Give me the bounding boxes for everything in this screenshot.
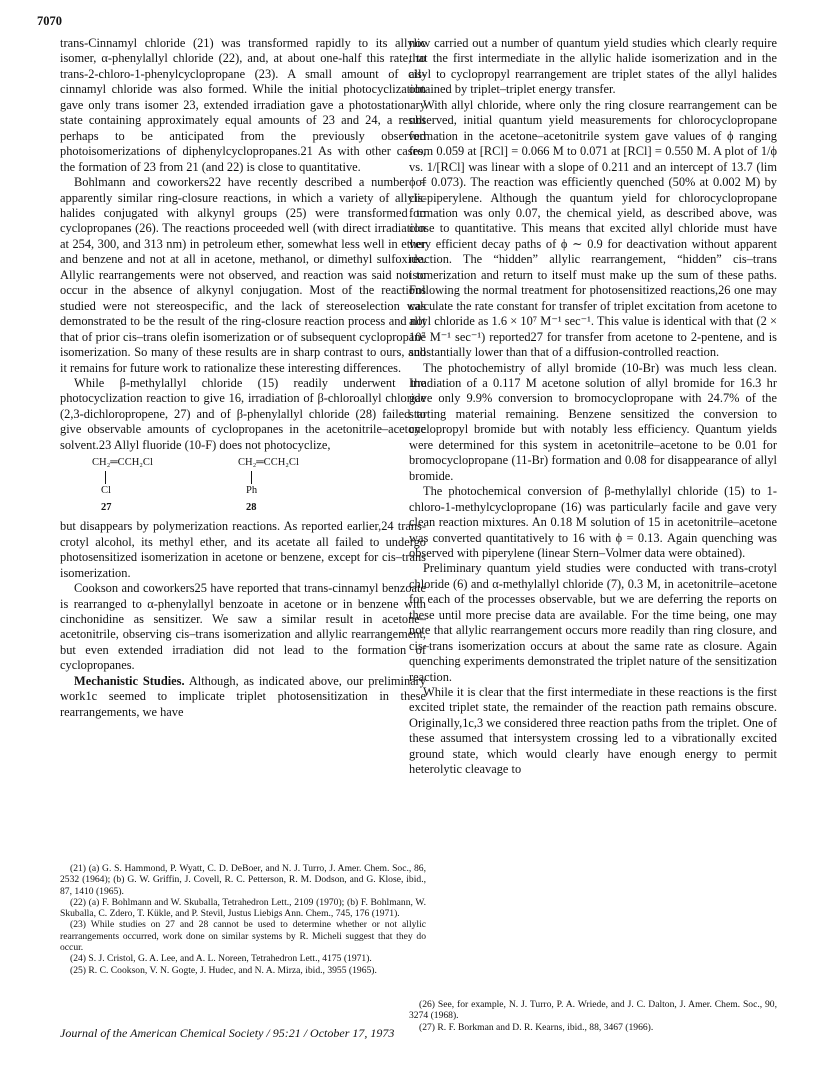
paragraph: Bohlmann and coworkers22 have recently described a number of apparently similar ring-closure reactions, in which a variety of allylic halides conjugated with alkynyl groups (25) were transformed to cyclopropanes (26). The reactions proceeded well (with direct irradiation at 254, 300, and 313 nm) in petroleum ether, somewhat less well in ether and benzene and not at all in acetone, methanol, or dimethyl sulfoxide. Allylic rearrangements were not observed, and reaction was said not to occur in the absence of alkynyl conjugation. Most of the reactions studied were not stereospecific, and the lack of stereoselection was demonstrated to be the result of the ring-closure reaction process and not that of prior cis–trans olefin isomerization or of subsequent cyclopropane isomerization. So many of these results are in sharp contrast to ours, and it remains for future work to rationalize these interesting differences.	[60, 175, 426, 375]
structure-27-formula: CH₂═CCH₂Cl	[92, 457, 153, 469]
bond-line	[105, 471, 106, 484]
paragraph: Preliminary quantum yield studies were conducted with trans-crotyl chloride (6) and α-methylallyl chloride (7), 0.3 M, in acetonitrile–acetone for each of the processes observable, but we are deferring the reports on these until more precise data are available. For the time being, one may note that allylic rearrangement occurs more readily than ring closure, and cis–trans isomerization occurs at about the same rate as closure. Again quenching experiments demonstrated the triplet nature of the sensitization reaction.	[409, 561, 777, 684]
bond-line	[251, 471, 252, 484]
footnotes-right	[409, 999, 777, 1033]
paragraph: The photochemistry of allyl bromide (10-Br) was much less clean. Irradiation of a 0.117 M acetone solution of allyl bromide for 16.3 hr gave only 9.9% conversion to bromocyclopropane with 24.7% of the starting material remaining. Benzene sensitized the conversion to cyclopropyl bromide but with notably less efficiency. Quantum yields were determined for this system in acetonitrile–acetone to be 0.01 for bromocyclopropane (11-Br) formation and 0.08 for disappearance of allyl bromide.	[409, 360, 777, 483]
paragraph: While β-methylallyl chloride (15) readily underwent the photocyclization reaction to give 16, irradiation of β-chloroallyl chloride (2,3-dichloropropene, 27) and of β-phenylallyl chloride (28) failed to give observable amounts of cyclopropanes in the acetonitrile–acetone solvent.23 Allyl fluoride (10-F) does not photocyclize,	[60, 375, 426, 452]
structure-27-number: 27	[101, 502, 112, 514]
footnote: (24) S. J. Cristol, G. A. Lee, and A. L. Noreen, Tetrahedron Lett., 4175 (1971).	[70, 953, 372, 965]
paragraph: now carried out a number of quantum yield studies which clearly require that the first intermediate in the allylic halide isomerization and in the allyl to cyclopropyl rearrangement are triplet states of the allyl halides obtained by triplet–triplet energy transfer.	[409, 36, 777, 97]
journal-footer: Journal of the American Chemical Society / 95:21 / October 17, 1973	[60, 1026, 395, 1040]
paragraph: With allyl chloride, where only the ring closure rearrangement can be observed, initial quantum yield measurements for chlorocyclopropane formation in the acetone–acetonitrile system gave values of ϕ ranging from 0.059 at [RCl] = 0.066 M to 0.071 at [RCl] = 0.550 M. A plot of 1/ϕ vs. 1/[RCl] was linear with a slope of 0.211 and an intercept of 13.7 (lim ϕ = 0.073). The reaction was efficiently quenched (50% at 0.002 M) by cis-piperylene. Although the quantum yield for chlorocyclopropane formation was only 0.07, the chemical yield, as described above, was close to quantitative. This means that excited allyl chloride must have very efficient decay paths of ϕ ∼ 0.9 for deactivation without apparent reaction. The “hidden” allylic rearrangement, “hidden” cis–trans isomerization and return to itself must make up the sum of these paths. Following the normal treatment for photosensitized reactions,26 one may calculate the rate constant for transfer of triplet excitation from acetone to allyl chloride as 1.6 × 10⁷ M⁻¹ sec⁻¹. This value is identical with that (2 × 10⁷ M⁻¹ sec⁻¹) reported27 for transfer from acetone to 2-pentene, and is substantially lower than that of a diffusion-controlled reaction.	[409, 97, 777, 360]
chemical-structures	[60, 455, 426, 517]
footnote: (23) While studies on 27 and 28 cannot be used to determine whether or not allylic rearrangements occurred, work done on similar systems by R. Micheli suggest that they do occur.	[60, 919, 426, 954]
left-column	[60, 36, 426, 720]
paragraph: The photochemical conversion of β-methylallyl chloride (15) to 1-chloro-1-methylcyclopropane (16) was particularly facile and gave very clean reaction mixtures. An 0.18 M solution of 15 in acetonitrile–acetone was converted quantitatively to 16 with ϕ = 0.13. Again quenching was observed with piperylene (linear Stern–Volmer data were obtained).	[409, 484, 777, 560]
footnote: (22) (a) F. Bohlmann and W. Skuballa, Tetrahedron Lett., 2109 (1970); (b) F. Bohlmann, W. Skuballa, C. Zdero, T. Kükle, and P. Stevil, Justus Liebigs Ann. Chem., 745, 176 (1971).	[60, 896, 426, 920]
paragraph	[60, 674, 426, 720]
right-column	[409, 36, 777, 778]
footnotes-left	[60, 863, 426, 976]
footnote: (21) (a) G. S. Hammond, P. Wyatt, C. D. DeBoer, and N. J. Turro, J. Amer. Chem. Soc., 86, 2532 (1964); (b) G. W. Griffin, J. Covell, R. C. Petterson, R. M. Dodson, and G. Klose, ibid., 87, 1410 (1965).	[60, 863, 426, 897]
footnote: (27) R. F. Borkman and D. R. Kearns, ibid., 88, 3467 (1966).	[419, 1021, 654, 1033]
footnote: (26) See, for example, N. J. Turro, P. A. Wriede, and J. C. Dalton, J. Amer. Chem. Soc., 90, 3274 (1968).	[409, 999, 777, 1022]
structure-28-substituent: Ph	[246, 485, 258, 497]
paragraph: Cookson and coworkers25 have reported that trans-cinnamyl benzoate is rearranged to α-phenylallyl benzoate in acetone or in benzene with cinchonidine as sensitizer. We saw a similar result in acetone–acetonitrile, observing cis–trans isomerization and allylic rearrangement, but even extended irradiation did not lead to the formation of cyclopropanes.	[60, 581, 426, 673]
page-number: 7070	[37, 14, 62, 28]
structure-28-number: 28	[246, 502, 257, 514]
structure-27-substituent: Cl	[101, 485, 111, 497]
paragraph-text: Although, as indicated above, our preliminary work1c seemed to implicate triplet photosensitization in these rearrangements, we have	[60, 673, 426, 719]
structure-28-formula: CH₂═CCH₂Cl	[238, 457, 299, 469]
footnote: (25) R. C. Cookson, V. N. Gogte, J. Hudec, and N. A. Mirza, ibid., 3955 (1965).	[70, 964, 377, 976]
section-heading: Mechanistic Studies.	[74, 673, 185, 688]
paragraph: but disappears by polymerization reactions. As reported earlier,24 trans-crotyl alcohol, its methyl ether, and its acetate all failed to undergo photosensitized isomerization in acetone or benzene, except for cis–trans isomerization.	[60, 519, 426, 580]
paragraph: While it is clear that the first intermediate in these reactions is the first excited triplet state, the remainder of the reaction path remains obscure. Originally,1c,3 we considered three reaction paths from the triplet. One of these assumed that intersystem crossing led to a vibrationally excited ground state, which would clearly have enough energy to permit heterolytic cleavage to	[409, 685, 777, 777]
paragraph: trans-Cinnamyl chloride (21) was transformed rapidly to its allylic isomer, α-phenylallyl chloride (22), and, at about one-half this rate, to trans-2-chloro-1-phenylcyclopropane (23). A small amount of cis-cinnamyl chloride was also formed. While the initial photocyclization gave only trans isomer 23, extended irradiation gave a photostationary state containing approximately equal amounts of 23 and 24, a result perhaps to be anticipated from the previously observed photoisomerizations of diphenylcyclopropanes.21 As with other cases, the formation of 23 from 21 (and 22) is close to quantitative.	[60, 36, 426, 174]
